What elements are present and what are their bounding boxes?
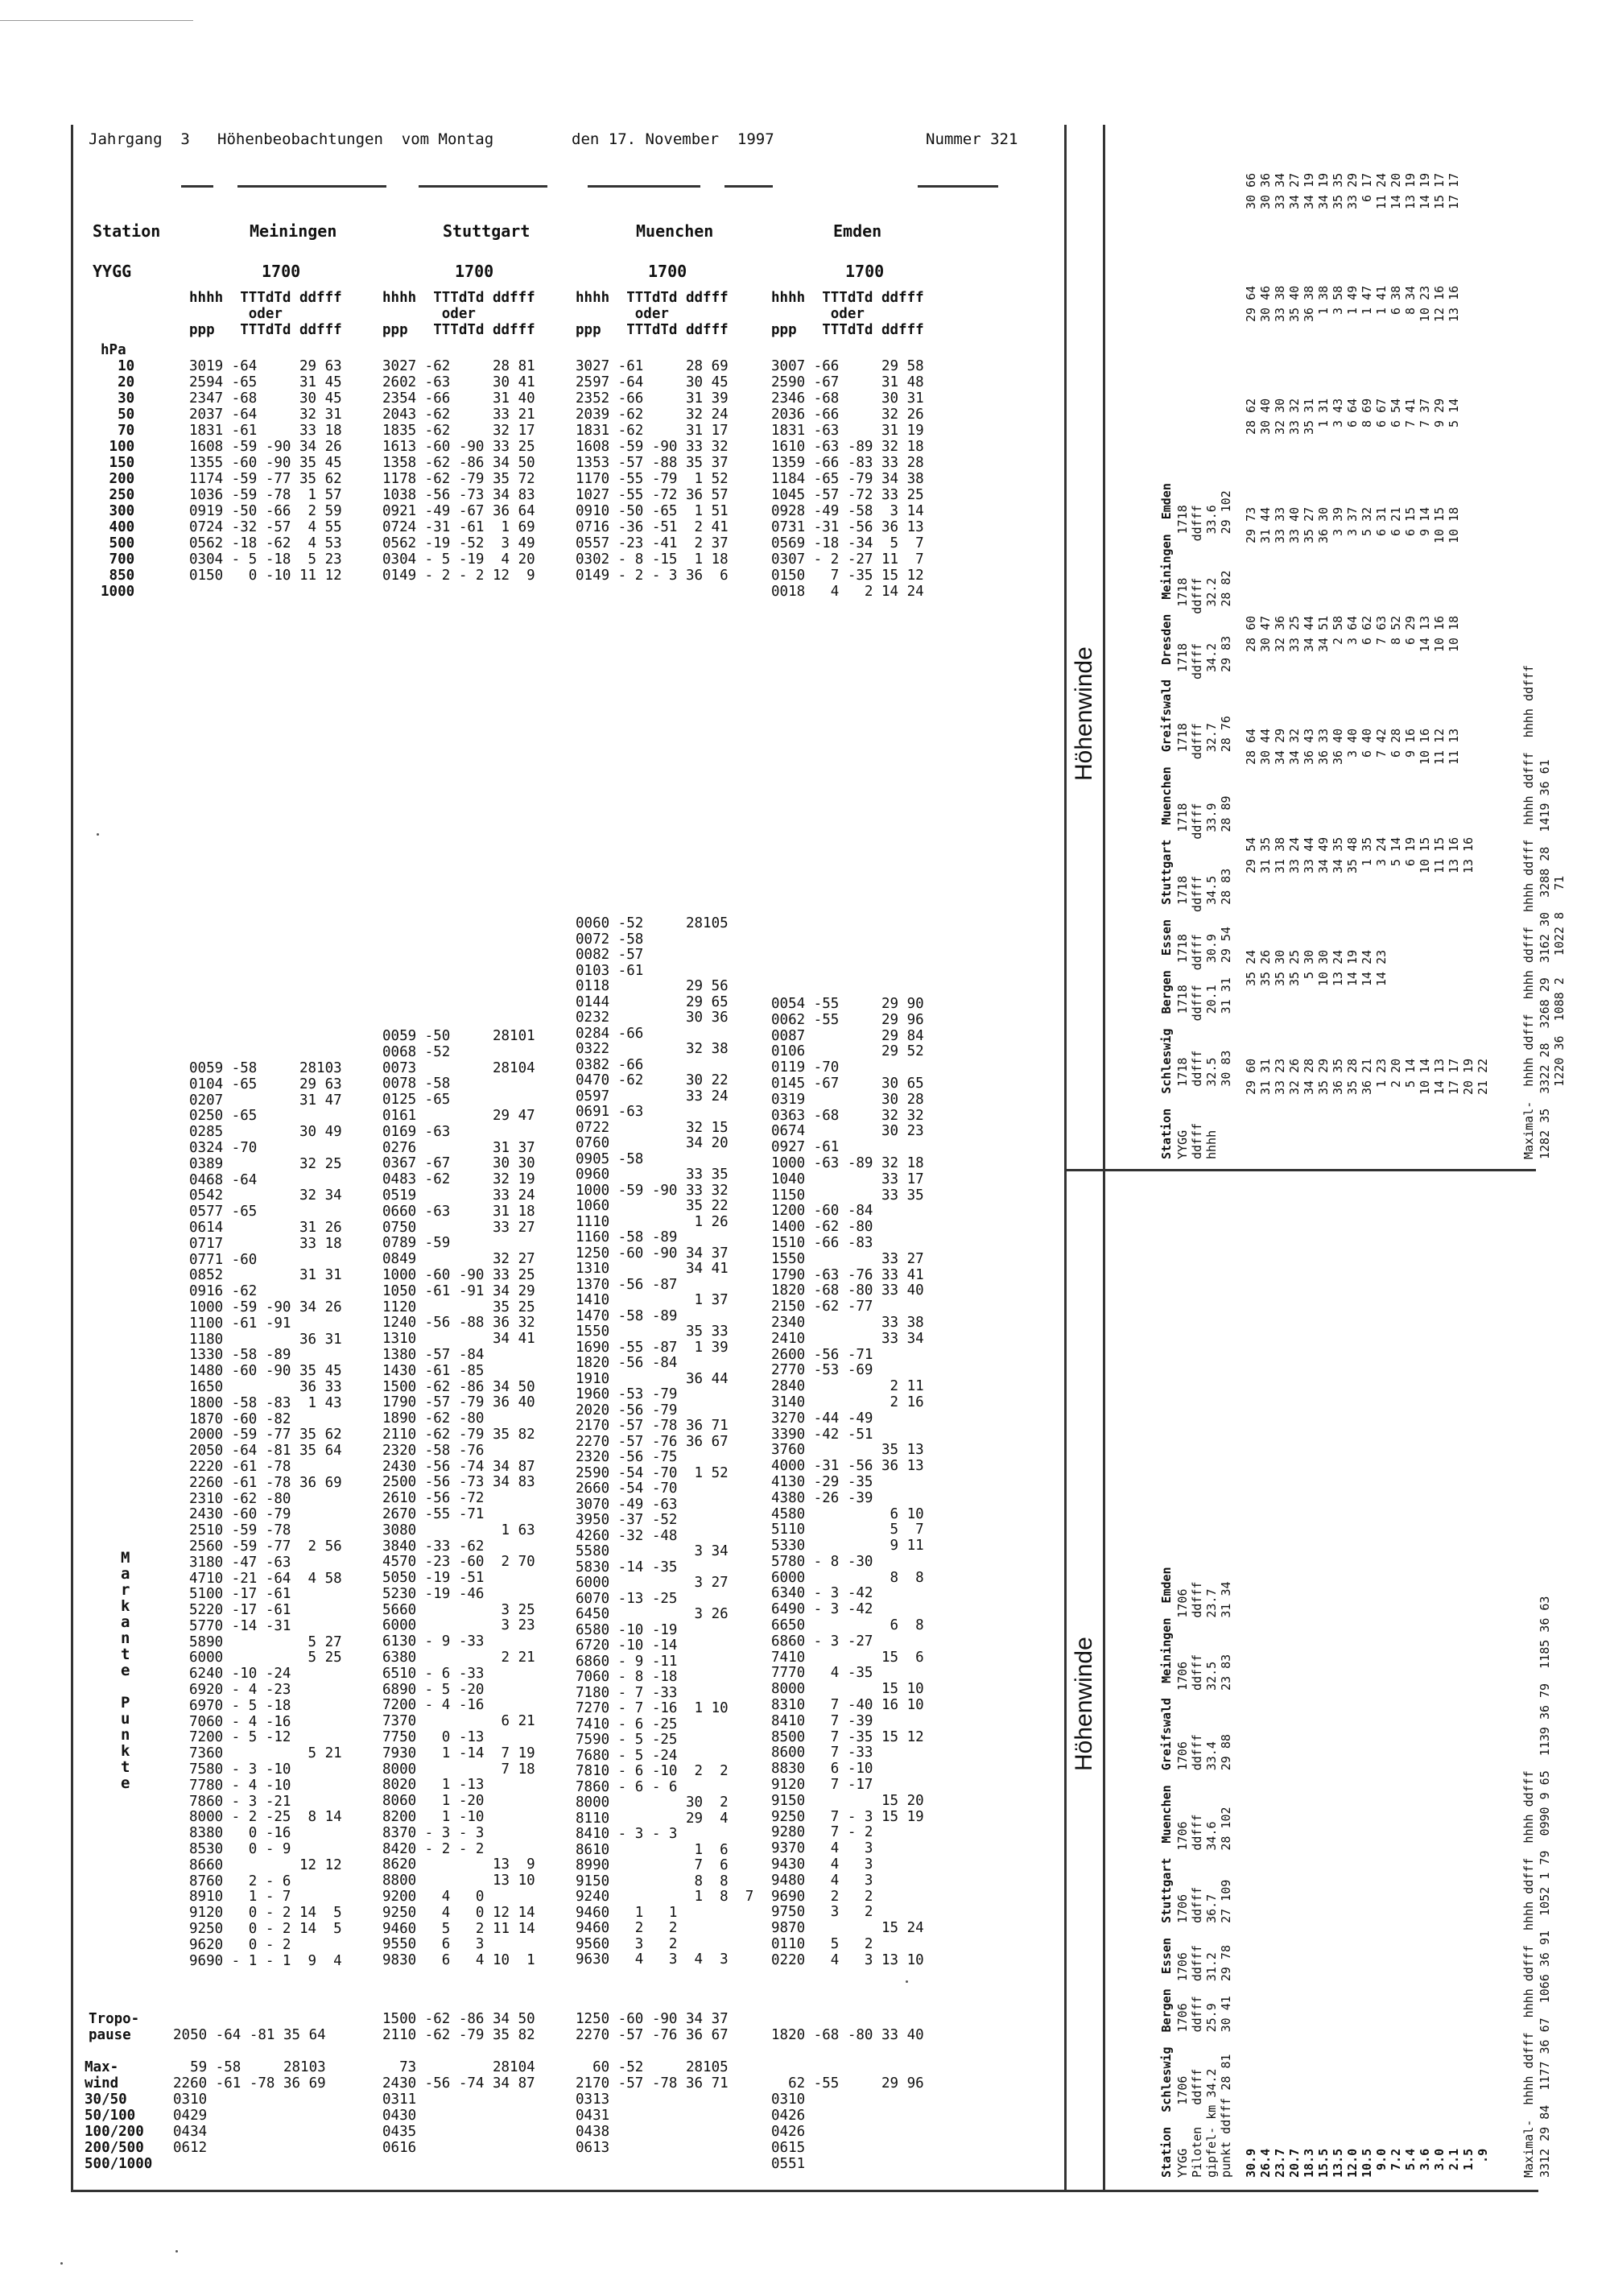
report-title: Höhenbeobachtungen vom Montag (217, 130, 494, 148)
upper-station-names: Station Schleswig Bergen Essen Stuttgart Muenchen Greifswald Dresden Meiningen Emden (1159, 483, 1174, 1159)
upper-maxwind-values: 1282 35 3322 28 3268 29 3162 30 3288 28 1419 36 61 1220 36 1088 2 1022 8 71 (1538, 759, 1567, 1159)
scan-speck (906, 1980, 908, 1983)
sig-points-stuttgart: 0059 -50 28101 0068 -52 0073 28104 0078 -58 0125 -65 0161 29 47 0169 -63 0276 31 37 0367 -67 30 30 0483 -62 32 19 0519 33 24 0660 -63 31 18 0750 33 27 0789 -59 0849 32 27 1000 -60 -90 33 25 1050 -61 -91 34 29 1120 35 25 1240 -56 -88 36 32 1310 34 41 1380 -57 -84 1430 -61 -85 1500 -62 -86 34 50 1790 -57 -79 36 40 1890 -62 -80 2110 -62 -79 35 82 2320 -58 -76 2430 -56 -74 34 87 2500 -56 -73 34 83 2610 -56 -72 2670 -55 -71 3080 1 63 3840 -33 -62 4570 -23 -60 2 70 5050 -19 -51 5230 -19 -46 5660 3 25 6000 3 23 6130 - 9 -33 6380 2 21 6510 - 6 -33 6890 - 5 -20 7200 - 4 -16 7370 6 21 7750 0 -13 7930 1 -14 7 19 8000 7 18 8020 1 -13 8060 1 -20 8200 1 -10 8370 - 3 - 3 8420 - 2 - 2 8620 13 9 8800 13 10 9200 4 0 9250 4 0 12 14 9460 5 2 11 14 9550 6 3 9830 6 4 10 1 (382, 1028, 535, 1969)
jahrgang: Jahrgang 3 (89, 130, 190, 148)
col-header-line2: oder (576, 306, 669, 322)
scan-speck (97, 833, 99, 836)
upper-col-greifswald: 29 73 31 44 33 33 33 40 35 27 36 30 3 39 3 37 5 32 6 31 6 21 6 15 9 14 10 15 10 18 (1244, 506, 1461, 543)
upper-header-block: YYGG 1718 1718 1718 1718 1718 1718 1718 1718 1718 ddfff ddfff ddfff ddfff ddfff ddfff ddfff ddfff ddfff ddfff hhhh 32.5 20.1 30.9 34.5 33.9 32.7 34.2 32.2 33.6 30 83 31 31 29 54 28 83 28 89 28 76 29 83 28 82 29 102 (1175, 490, 1233, 1159)
col-header-line1: hhhh TTTdTd ddfff (771, 290, 924, 306)
col-header-line1: hhhh TTTdTd ddfff (576, 290, 729, 306)
pressure-levels: 10 20 30 50 70 100 150 200 250 300 400 500 700 850 1000 (101, 358, 135, 600)
top-rule (0, 20, 193, 21)
col-header-line1: hhhh TTTdTd ddfff (382, 290, 535, 306)
report-header (89, 130, 1018, 155)
col-header-muenchen (576, 290, 729, 338)
lower-header-block: YYGG 1706 1706 1706 1706 1706 1706 1706 1706 Piloten ddfff ddfff ddfff ddfff ddfff ddfff ddfff ddfff gipfel- km 34.2 25.9 31.2 36.7 34.6 33.4 32.5 23.7 punkt ddfff 28 81 30 41 29 78 27 109 28 102 29 88 23 83 31 34 (1175, 1581, 1233, 2178)
col-header-line3: ppp TTTdTd ddfff (576, 322, 729, 338)
upper-col-muenchen: 28 60 30 47 32 36 33 25 34 44 34 51 2 58 3 64 6 62 7 63 8 52 6 29 14 13 10 16 10 18 (1244, 615, 1461, 652)
maxwind-label: Max- wind 30/50 50/100 100/200 200/500 500/1000 (85, 2059, 153, 2172)
maxwind-stuttgart: 73 28104 2430 -56 -74 34 87 0311 0430 0435 0616 (382, 2059, 535, 2156)
maxwind-meiningen: 59 -58 28103 2260 -61 -78 36 69 0310 0429 0434 0612 (173, 2059, 326, 2156)
scan-speck (175, 2250, 178, 2253)
right-edge-divider (1103, 125, 1105, 2190)
col-header-line2: oder (771, 306, 865, 322)
header-dash-2 (237, 185, 386, 188)
upper-col-emden: 30 66 30 36 33 34 34 27 34 19 34 19 35 35 33 29 6 17 11 24 14 20 13 19 14 19 15 17 17 17 (1244, 172, 1461, 209)
time-meiningen: 1700 (262, 262, 301, 281)
tropopause-label: Tropo- pause (89, 2011, 140, 2043)
upper-col-essen: 29 54 31 35 31 38 33 24 33 44 34 49 34 35 35 48 1 35 3 24 5 14 6 19 10 15 11 15 13 16 13 16 (1244, 836, 1476, 873)
report-number: Nummer 321 (926, 130, 1018, 148)
col-header-line3: ppp TTTdTd ddfff (189, 322, 342, 338)
hpa-label: hPa (101, 342, 126, 358)
station-label: Station (93, 221, 161, 241)
upper-col-stuttgart: 28 64 30 44 34 29 34 32 36 43 36 33 36 40 3 40 6 40 7 42 6 28 9 16 10 16 11 12 11 13 (1244, 728, 1461, 765)
lower-station-names: Station Schleswig Bergen Essen Stuttgart Muenchen Greifswald Meiningen Emden (1159, 1567, 1174, 2178)
tropopause-muenchen: 1250 -60 -90 34 37 2270 -57 -76 36 67 (576, 2011, 729, 2043)
hoehenwinde-label-lower: Höhenwinde (1071, 1637, 1097, 1771)
std-levels-stuttgart: 3027 -62 28 81 2602 -63 30 41 2354 -66 31 40 2043 -62 33 21 1835 -62 32 17 1613 -60 -90 33 25 1358 -62 -86 34 50 1178 -62 -79 35 72 1038 -56 -73 34 83 0921 -49 -67 36 64 0724 -31 -61 1 69 0562 -19 -52 3 49 0304 - 5 -19 4 20 0149 - 2 - 2 12 9 (382, 358, 535, 584)
header-dash-6 (918, 185, 998, 188)
maxwind-muenchen: 60 -52 28105 2170 -57 -78 36 71 0313 0431 0438 0613 (576, 2059, 729, 2156)
time-muenchen: 1700 (648, 262, 687, 281)
upper-col-meiningen: 29 64 30 46 33 38 35 40 36 38 1 38 3 58 1 49 1 47 1 41 6 38 8 34 10 23 12 16 13 16 (1244, 285, 1461, 322)
col-header-line3: ppp TTTdTd ddfff (771, 322, 924, 338)
col-header-line3: ppp TTTdTd ddfff (382, 322, 535, 338)
col-header-emden (771, 290, 924, 338)
time-emden: 1700 (845, 262, 885, 281)
yygg-label: YYGG (93, 262, 132, 281)
station-name-emden: Emden (833, 221, 882, 241)
lower-maxwind-label: Maximal- hhhh ddfff hhhh ddfff hhhh ddfff hhhh ddfff (1521, 1770, 1536, 2178)
pilot-levels: 30.9 26.4 23.7 20.7 18.3 15.5 13.5 12.0 10.5 9.0 7.2 5.4 3.6 3.0 2.1 1.5 .9 (1244, 2148, 1490, 2178)
col-header-line1: hhhh TTTdTd ddfff (189, 290, 342, 306)
std-levels-muenchen: 3027 -61 28 69 2597 -64 30 45 2352 -66 31 39 2039 -62 32 24 1831 -62 31 17 1608 -59 -90 33 32 1353 -57 -88 35 37 1170 -55 -79 1 52 1027 -55 -72 36 57 0910 -50 -65 1 51 0716 -36 -51 2 41 0557 -23 -41 2 37 0302 - 8 -15 1 18 0149 - 2 - 3 36 6 (576, 358, 729, 584)
markante-punkte-label: M a r k a n t e P u n k t e (121, 1549, 130, 1792)
upper-col-schleswig: 29 60 31 31 33 23 32 26 34 28 35 29 36 35 35 28 36 21 1 23 2 20 5 14 10 14 14 13 17 17 20 19 21 22 (1244, 1058, 1490, 1095)
upper-col-bergen: 35 24 35 26 35 30 35 25 5 30 10 30 13 24 14 19 14 24 14 23 (1244, 949, 1389, 986)
header-dash-3 (419, 185, 547, 188)
col-header-meiningen (189, 290, 342, 338)
col-header-line2: oder (189, 306, 283, 322)
header-dash-5 (724, 185, 773, 188)
col-header-line2: oder (382, 306, 476, 322)
time-stuttgart: 1700 (455, 262, 494, 281)
tropopause-emden: 1820 -68 -80 33 40 (771, 2027, 924, 2043)
tropopause-stuttgart: 1500 -62 -86 34 50 2110 -62 -79 35 82 (382, 2011, 535, 2043)
header-dash-1 (181, 185, 213, 188)
report-date: den 17. November 1997 (572, 130, 774, 148)
station-name-meiningen: Meiningen (250, 221, 337, 241)
std-levels-emden: 3007 -66 29 58 2590 -67 31 48 2346 -68 30 31 2036 -66 32 26 1831 -63 31 19 1610 -63 -89 32 18 1359 -66 -83 33 28 1184 -65 -79 34 38 1045 -57 -72 33 25 0928 -49 -58 3 14 0731 -31 -56 36 13 0569 -18 -34 5 7 0307 - 2 -27 11 7 0150 7 -35 15 12 0018 4 2 14 24 (771, 358, 924, 600)
sig-points-emden: 0054 -55 29 90 0062 -55 29 96 0087 29 84 0106 29 52 0119 -70 0145 -67 30 65 0319 30 28 0363 -68 32 32 0674 30 23 0927 -61 1000 -63 -89 32 18 1040 33 17 1150 33 35 1200 -60 -84 1400 -62 -80 1510 -66 -83 1550 33 27 1790 -63 -76 33 41 1820 -68 -80 33 40 2150 -62 -77 2340 33 38 2410 33 34 2600 -56 -71 2770 -53 -69 2840 2 11 3140 2 16 3270 -44 -49 3390 -42 -51 3760 35 13 4000 -31 -56 36 13 4130 -29 -35 4380 -26 -39 4580 6 10 5110 5 7 5330 9 11 5780 - 8 -30 6000 8 8 6340 - 3 -42 6490 - 3 -42 6650 6 8 6860 - 3 -27 7410 15 6 7770 4 -35 8000 15 10 8310 7 -40 16 10 8410 7 -39 8500 7 -35 15 12 8600 7 -33 8830 6 -10 9120 7 -17 9150 15 20 9250 7 - 3 15 19 9280 7 - 2 9370 4 3 9430 4 3 9480 4 3 9690 2 2 9750 3 2 9870 15 24 0110 5 2 0220 4 3 13 10 (771, 996, 924, 1968)
sig-points-meiningen: 0059 -58 28103 0104 -65 29 63 0207 31 47 0250 -65 0285 30 49 0324 -70 0389 32 25 0468 -64 0542 32 34 0577 -65 0614 31 26 0717 33 18 0771 -60 0852 31 31 0916 -62 1000 -59 -90 34 26 1100 -61 -91 1180 36 31 1330 -58 -89 1480 -60 -90 35 45 1650 36 33 1800 -58 -83 1 43 1870 -60 -82 2000 -59 -77 35 62 2050 -64 -81 35 64 2220 -61 -78 2260 -61 -78 36 69 2310 -62 -80 2430 -60 -79 2510 -59 -78 2560 -59 -77 2 56 3180 -47 -63 4710 -21 -64 4 58 5100 -17 -61 5220 -17 -61 5770 -14 -31 5890 5 27 6000 5 25 6240 -10 -24 6920 - 4 -23 6970 - 5 -18 7060 - 4 -16 7200 - 5 -12 7360 5 21 7580 - 3 -10 7780 - 4 -10 7860 - 3 -21 8000 - 2 -25 8 14 8380 0 -16 8530 0 - 9 8660 12 12 8760 2 - 6 8910 1 - 7 9120 0 - 2 14 5 9250 0 - 2 14 5 9620 0 - 2 9690 - 1 - 1 9 4 (189, 1060, 342, 1969)
sig-points-muenchen: 0060 -52 28105 0072 -58 0082 -57 0103 -61 0118 29 56 0144 29 65 0232 30 36 0284 -66 0322 32 38 0382 -66 0470 -62 30 22 0597 33 24 0691 -63 0722 32 15 0760 34 20 0905 -58 0960 33 35 1000 -59 -90 33 32 1060 35 22 1110 1 26 1160 -58 -89 1250 -60 -90 34 37 1310 34 41 1370 -56 -87 1410 1 37 1470 -58 -89 1550 35 33 1690 -55 -87 1 39 1820 -56 -84 1910 36 44 1960 -53 -79 2020 -56 -79 2170 -57 -78 36 71 2270 -57 -76 36 67 2320 -56 -75 2590 -54 -70 1 52 2660 -54 -70 3070 -49 -63 3950 -37 -52 4260 -32 -48 5580 3 34 5830 -14 -35 6000 3 27 6070 -13 -25 6450 3 26 6580 -10 -19 6720 -10 -14 6860 - 9 -11 7060 - 8 -18 7180 - 7 -33 7270 - 7 -16 1 10 7410 - 6 -25 7590 - 5 -25 7680 - 5 -24 7810 - 6 -10 2 2 7860 - 6 - 6 8000 30 2 8110 29 4 8410 - 3 - 3 8610 1 6 8990 7 6 9150 8 8 9240 1 8 7 9460 1 1 9460 2 2 9560 3 2 9630 4 3 4 3 (576, 915, 754, 1968)
upper-col-dresden: 28 62 30 40 32 30 33 32 35 31 1 31 3 43 6 64 8 69 6 67 6 54 7 41 7 37 9 29 5 14 (1244, 398, 1461, 435)
header-dash-4 (588, 185, 700, 188)
hoehenwinde-label-upper: Höhenwinde (1071, 646, 1097, 781)
upper-maxwind-label: Maximal- hhhh ddfff hhhh ddfff hhhh ddfff hhhh ddfff hhhh ddfff (1521, 664, 1536, 1159)
maxwind-emden: 62 -55 29 96 0310 0426 0426 0615 0551 (771, 2075, 924, 2172)
station-name-muenchen: Muenchen (636, 221, 714, 241)
col-header-stuttgart (382, 290, 535, 338)
lower-maxwind-values: 3312 29 84 1177 36 67 1066 36 91 1052 1 79 0990 9 65 1139 36 79 1185 36 63 (1538, 1596, 1552, 2178)
std-levels-meiningen: 3019 -64 29 63 2594 -65 31 45 2347 -68 30 45 2037 -64 32 31 1831 -61 33 18 1608 -59 -90 34 26 1355 -60 -90 35 45 1174 -59 -77 35 62 1036 -59 -78 1 57 0919 -50 -66 2 59 0724 -32 -57 4 55 0562 -18 -62 4 53 0304 - 5 -18 5 23 0150 0 -10 11 12 (189, 358, 342, 584)
station-name-stuttgart: Stuttgart (443, 221, 530, 241)
tropopause-meiningen: 2050 -64 -81 35 64 (173, 2027, 326, 2043)
hoehenwinde-section-divider (1064, 1169, 1536, 1171)
center-divider (1064, 125, 1067, 2190)
scan-speck (60, 2262, 63, 2265)
